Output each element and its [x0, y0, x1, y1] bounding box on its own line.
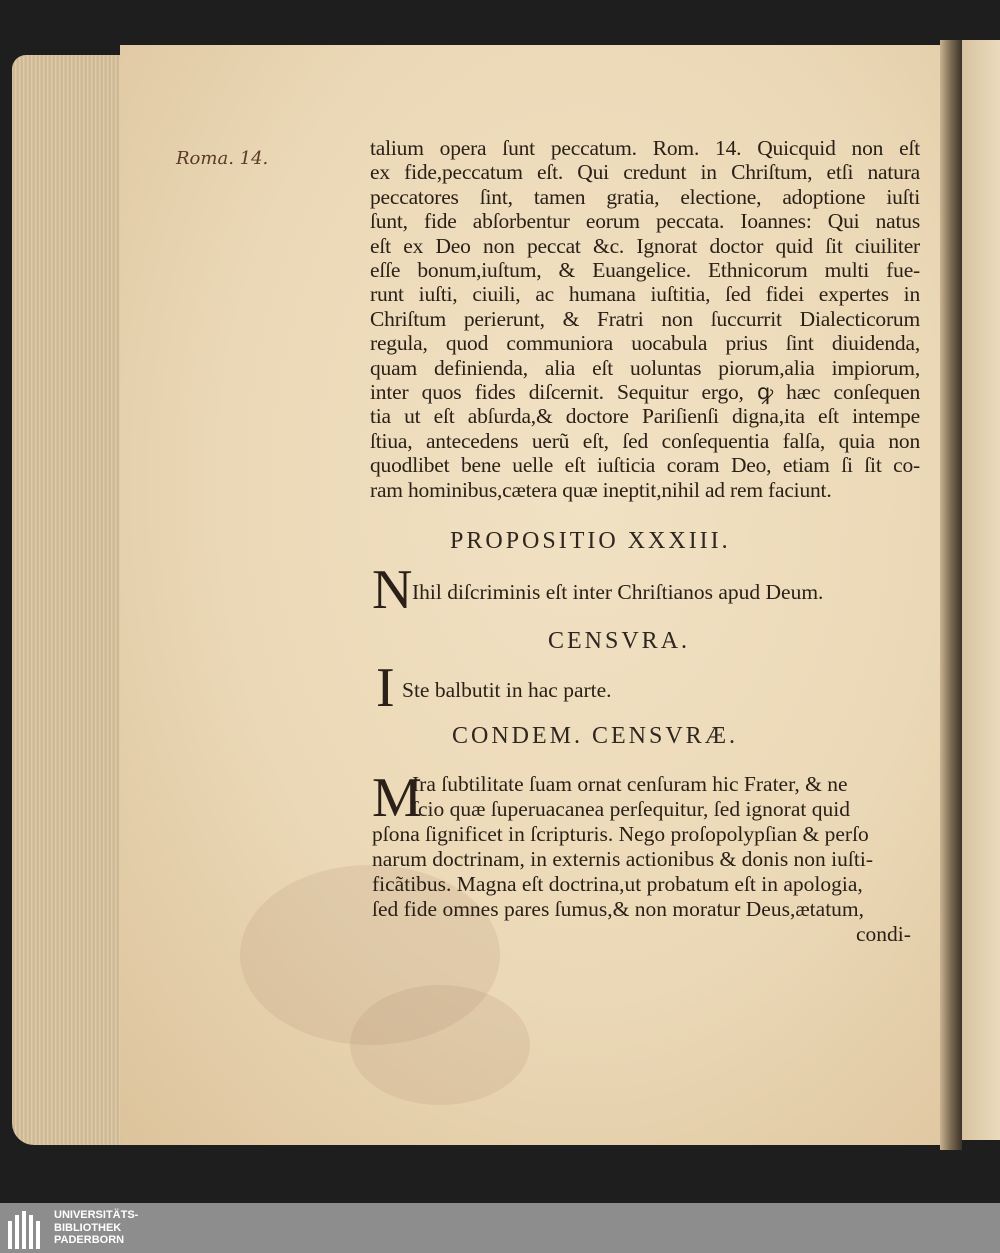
library-logo-icon [8, 1209, 50, 1249]
dropcap-censura: I [376, 657, 395, 719]
censura-text: Ste balbutit in hac parte. [402, 678, 612, 702]
text-line: regula, quod communiora uocabula prius ſint diuidenda, [370, 331, 920, 356]
dropcap-condem: M [372, 767, 422, 829]
condem-line: ſed fide omnes pares ſumus,& non moratur Deus,ætatum, [372, 897, 865, 921]
text-line: Chriſtum perierunt, & Fratri non ſuccurrit Dialecticorum [370, 306, 920, 331]
propositio-text: Ihil diſcriminis eſt inter Chriſtianos apud Deum. [412, 580, 824, 604]
stain [350, 985, 530, 1105]
text-line: eſt ex Deo non peccat &c. Ignorat doctor quid ſit ciuiliter [370, 233, 920, 258]
heading-propositio: PROPOSITIO XXXIII. [450, 528, 731, 554]
condem-line: ſcio quæ ſuperuacanea perſequitur, ſed ignorat quid [412, 797, 850, 821]
text-line: peccatores ſint, tamen gratia, electione, adoptione iuſti [370, 184, 920, 209]
library-footer [0, 1203, 1000, 1253]
facing-page-edge [962, 40, 1000, 1140]
text-line: quodlibet bene uelle eſt iuſticia coram Deo, etiam ſi ſit co- [370, 453, 920, 478]
condem-line: Ira ſubtilitate ſuam ornat cenſuram hic Frater, & ne [412, 772, 848, 796]
text-line: tia ut eſt abſurda,& doctore Pariſienſi digna,ita eſt intempe [370, 404, 920, 429]
heading-condem: CONDEM. CENSVRÆ. [452, 723, 739, 749]
condem-line: narum doctrinam, in externis actionibus & donis non iuſti- [372, 847, 873, 871]
catchword: condi- [856, 922, 911, 946]
condem-line: ficãtibus. Magna eſt doctrina,ut probatum eſt in apologia, [372, 872, 863, 896]
dropcap-propositio: N [372, 559, 413, 621]
text-line: ex fide,peccatum eſt. Qui credunt in Chriſtum, etſi natura [370, 160, 920, 185]
main-text-block [370, 136, 920, 502]
text-line: talium opera ſunt peccatum. Rom. 14. Quicquid non eſt [370, 136, 920, 160]
gutter-shadow [940, 40, 962, 1150]
text-line: inter quos fides diſcernit. Sequitur ergo, ꝙ hæc conſequen [370, 380, 920, 405]
library-name-line: UNIVERSITÄTS- [54, 1209, 139, 1221]
margin-note: Roma. 14. [176, 148, 269, 169]
text-line: ſunt, fide abſorbentur eorum peccata. Ioannes: Qui natus [370, 209, 920, 234]
text-line: runt iuſti, ciuili, ac humana iuſtitia, ſed fidei expertes in [370, 282, 920, 307]
text-line: ram hominibus,cætera quæ ineptit,nihil ad rem faciunt. [370, 477, 832, 502]
condem-line: pſona ſignificet in ſcripturis. Nego proſopolypſian & perſo [372, 822, 869, 846]
text-line: ſtiua, antecedens uerũ eſt, ſed conſequentia falſa, quia non [370, 428, 920, 453]
text-line: eſſe bonum,iuſtum, & Euangelice. Ethnicorum multi fue- [370, 258, 920, 283]
library-name-line: BIBLIOTHEK [54, 1221, 122, 1234]
text-line: quam definienda, alia eſt uoluntas piorum,alia impiorum, [370, 355, 920, 380]
library-name-line: PADERBORN [54, 1234, 125, 1246]
heading-censura: CENSVRA. [548, 628, 691, 654]
library-name [54, 1209, 138, 1247]
